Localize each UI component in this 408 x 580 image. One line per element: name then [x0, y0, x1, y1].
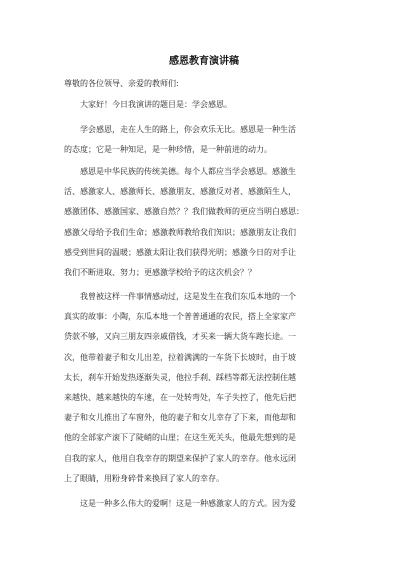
paragraph-story: [64, 287, 354, 489]
paragraph-line: 感激团体、感激国家、感激自然？？我们做教师的更应当明白感恩：: [64, 207, 304, 217]
paragraph-line: 大家好！今日我演讲的题目是：学会感恩。: [80, 100, 232, 109]
paragraph-line: 妻子和女儿推出了车窗外，他的妻子和女儿幸存了下来，而他却和: [64, 413, 296, 423]
paragraph-line: 的态度；它是一种知足，是一种珍惜，是一种前进的动力。: [64, 145, 272, 155]
paragraph-line: 我们不断进取、努力；更感激学校给予的这次机会？？: [64, 267, 256, 277]
paragraph-line: 次，他带着妻子和女儿出差，拉着满满的一车货下长坡时，由于坡: [64, 352, 296, 362]
paragraph-line: 我曾被这样一件事情感动过，这是发生在我们东瓜本地的一个: [80, 292, 296, 301]
salutation: 尊敬的各位领导、亲爱的教师们:: [64, 79, 179, 88]
paragraph-line: 活、感激家人、感激师长、感激朋友、感激反对者、感激陌生人，: [64, 187, 296, 197]
document-title: 感恩教育演讲稿: [169, 56, 239, 67]
paragraph-line: 这是一种多么伟大的爱啊！这是一种感激家人的方式。因为爱: [80, 499, 296, 508]
paragraph-line: 贷款不够，又向三朋友四亲戚借钱，才买来一辆大货车跑长途。一: [64, 332, 296, 342]
paragraph-line: 感激父母给予我们生命；感激教师教给我们知识；感激朋友让我们: [64, 227, 296, 237]
paragraph-line: 真实的故事：小陶，东瓜本地一个普普通通的农民，搭上全家家产: [64, 312, 296, 322]
paragraph-line: 他的全部家产滚下了陡峭的山崖；在这生死关头，他最先想到的是: [64, 433, 296, 443]
paragraph-great-love: [64, 494, 354, 514]
paragraph-line: 感恩是中华民族的传统美德。每个人都应当学会感恩。感激生: [80, 167, 296, 176]
paragraph-greeting: [64, 95, 354, 115]
paragraph-line: 太长，刹车开始发热逐渐失灵，他拉手刹、踩档等都无法控制住越: [64, 372, 296, 382]
paragraph-line: 自我的家人，他用自我幸存的期望来保护了家人的幸存。他永远闭: [64, 453, 296, 463]
paragraph-line: 上了眼睛，用粉身碎骨来换回了家人的幸存。: [64, 473, 224, 483]
paragraph-virtue: [64, 162, 354, 283]
paragraph-line: 来越快、越来越快的车速，在一处转弯处，车子失控了，他先后把: [64, 392, 296, 402]
paragraph-line: 感受到世间的温暖；感激太阳让我们获得光明；感激今日的对手让: [64, 247, 296, 257]
paragraph-learn-gratitude: [64, 120, 354, 160]
paragraph-line: 学会感恩，走在人生的路上，你会欢乐无比。感恩是一种生活: [80, 125, 296, 134]
